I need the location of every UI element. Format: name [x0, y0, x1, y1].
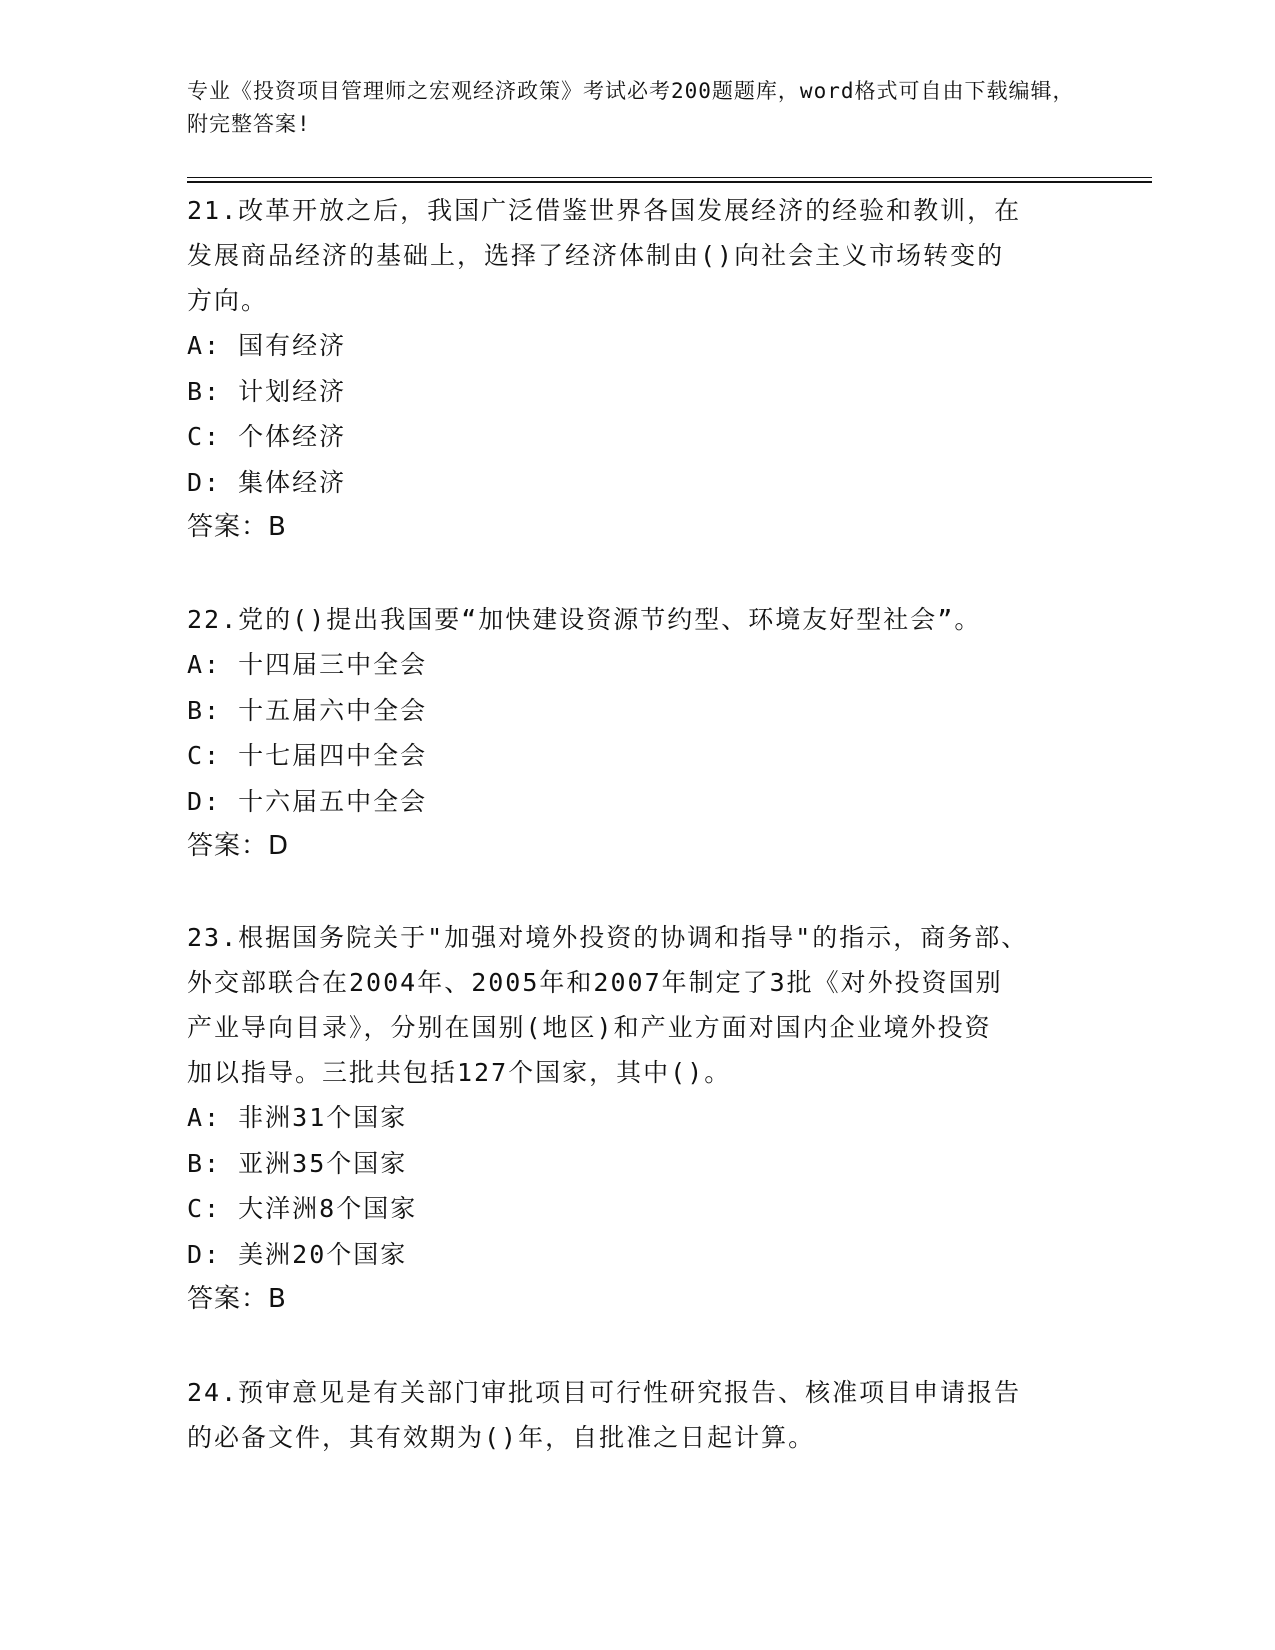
answer: 答案：B — [187, 1284, 287, 1314]
question-stem-line: 23.根据国务院关于"加强对境外投资的协调和指导"的指示，商务部、 — [187, 923, 1029, 952]
answer: 答案：D — [187, 831, 290, 861]
option-d: D: 美洲20个国家 — [187, 1239, 408, 1269]
option-b: B: 亚洲35个国家 — [187, 1148, 408, 1178]
option-b: B: 十五届六中全会 — [187, 695, 428, 725]
question-23 — [187, 915, 1087, 1322]
question-stem-line: 24.预审意见是有关部门审批项目可行性研究报告、核准项目申请报告 — [187, 1378, 1022, 1407]
option-a: A: 非洲31个国家 — [187, 1103, 408, 1132]
question-stem-line: 22.党的()提出我国要“加快建设资源节约型、环境友好型社会”。 — [187, 605, 982, 634]
question-22 — [187, 597, 1087, 869]
question-stem-line: 加以指导。三批共包括127个国家，其中()。 — [187, 1058, 732, 1087]
question-stem-line: 产业导向目录》，分别在国别(地区)和产业方面对国内企业境外投资 — [187, 1013, 992, 1042]
header-rule-thin — [187, 177, 1152, 178]
option-d: D: 集体经济 — [187, 467, 347, 497]
option-c: C: 大洋洲8个国家 — [187, 1194, 418, 1223]
option-c: C: 十七届四中全会 — [187, 741, 428, 770]
option-c: C: 个体经济 — [187, 422, 347, 451]
option-a: A: 十四届三中全会 — [187, 650, 428, 679]
question-stem-line: 发展商品经济的基础上，选择了经济体制由()向社会主义市场转变的 — [187, 241, 1005, 270]
header-rule-thick — [187, 181, 1152, 183]
question-stem-line: 21.改革开放之后，我国广泛借鉴世界各国发展经济的经验和教训，在 — [187, 196, 1022, 225]
question-stem-line: 的必备文件，其有效期为()年，自批准之日起计算。 — [187, 1423, 816, 1452]
question-stem-line: 方向。 — [187, 286, 269, 315]
option-b: B: 计划经济 — [187, 376, 347, 406]
option-d: D: 十六届五中全会 — [187, 786, 428, 816]
question-21 — [187, 188, 1087, 550]
document-header: 专业《投资项目管理师之宏观经济政策》考试必考200题题库，word格式可自由下载编辑，附完整答案! — [187, 79, 1075, 136]
question-24 — [187, 1370, 1087, 1460]
question-stem-line: 外交部联合在2004年、2005年和2007年制定了3批《对外投资国别 — [187, 968, 1003, 997]
option-a: A: 国有经济 — [187, 331, 347, 360]
answer: 答案：B — [187, 512, 287, 542]
